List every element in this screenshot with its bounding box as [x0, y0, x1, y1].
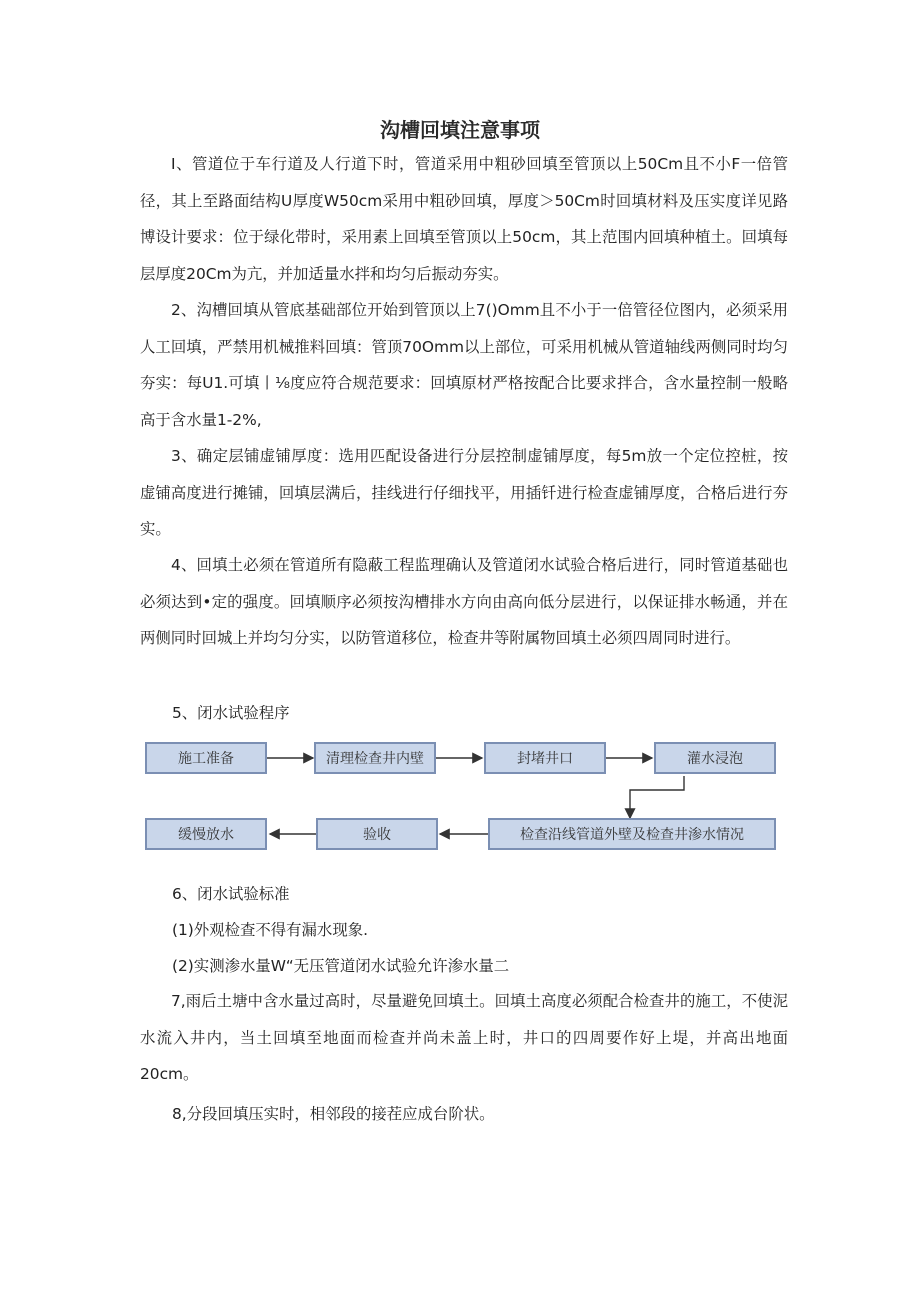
- flow-step-1: 施工准备: [145, 742, 267, 774]
- flow-step-6: 验收: [316, 818, 438, 850]
- section-heading-5: 5、闭水试验程序: [172, 704, 290, 722]
- paragraph-7: 7,雨后土塘中含水量过高时，尽量避免回填土。回填土高度必须配合检查井的施工，不使泥水流入井内，当土回填至地面而检查并尚未盖上时，井口的四周要作好上堤，并高出地面20cm。: [140, 992, 788, 1083]
- flow-step-4: 灌水浸泡: [654, 742, 776, 774]
- paragraph-8: 8,分段回填压实时，相邻段的接茬应成台阶状。: [172, 1105, 495, 1123]
- standard-item-2: (2)实测渗水量W“无压管道闭水试验允许渗水量二: [172, 957, 510, 975]
- flow-step-7: 缓慢放水: [145, 818, 267, 850]
- arrow-4-5: [630, 776, 684, 818]
- paragraph-1: I、管道位于车行道及人行道下时，管道采用中粗砂回填至管顶以上50Cm且不小F一倍管径，其上至路面结构U厚度W50cm采用中粗砂回填，厚度＞50Cm时回填材料及压实度详见路博设计要求：位于绿化带时，采用素上回填至管顶以上50cm，其上范围内回填种植土。回填每层厚度20Cm为亢，并加适量水拌和均匀后振动夯实。: [140, 155, 788, 283]
- flow-step-5: 检查沿线管道外壁及检查井渗水情况: [488, 818, 776, 850]
- flow-step-2: 清理检查井内壁: [314, 742, 436, 774]
- section-heading-6: 6、闭水试验标准: [172, 885, 290, 903]
- paragraph-4: 4、回填土必须在管道所有隐蔽工程监理确认及管道闭水试验合格后进行，同时管道基础也必须达到•定的强度。回填顺序必须按沟槽排水方向由高向低分层进行，以保证排水畅通，并在两侧同时回城上并均匀分实，以防管道移位，检查井等附属物回填土必须四周同时进行。: [140, 556, 788, 647]
- paragraph-2: 2、沟槽回填从管底基础部位开始到管顶以上7()Omm且不小于一倍管径位图内，必须采用人工回填，严禁用机械推料回填：管顶70Omm以上部位，可采用机械从管道轴线两侧同时均匀夯实：每U1.可填丨⅛度应符合规范要求：回填原材严格按配合比要求拌合，含水量控制一般略高于含水量1-2%,: [140, 301, 788, 429]
- page-title: 沟槽回填注意事项: [380, 118, 540, 142]
- flow-step-3: 封堵井口: [484, 742, 606, 774]
- paragraph-3: 3、确定层铺虚铺厚度：选用匹配设备进行分层控制虚铺厚度，每5m放一个定位控桩，按虚铺高度进行摊铺，回填层满后，挂线进行仔细找平，用插钎进行检查虚铺厚度，合格后进行夯实。: [140, 447, 788, 538]
- standard-item-1: (1)外观检查不得有漏水现象.: [172, 921, 368, 939]
